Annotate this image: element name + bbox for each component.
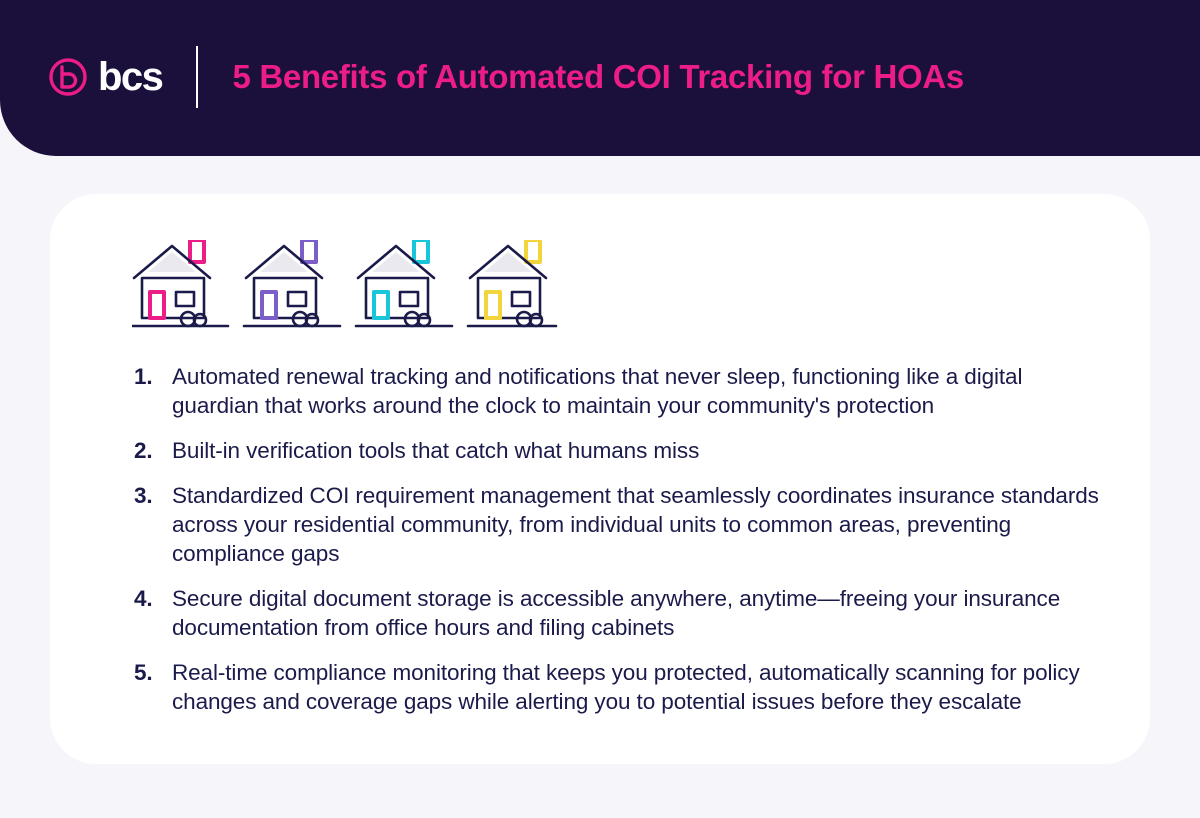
list-item xyxy=(86,658,1100,716)
list-item-number: 5. xyxy=(134,660,153,685)
header-bar xyxy=(0,0,1200,156)
list-item-number: 3. xyxy=(134,483,153,508)
list-item xyxy=(86,584,1100,642)
list-item-text: Automated renewal tracking and notifications that never sleep, functioning like a digital guardian that works around the clock to maintain your community's protection xyxy=(172,364,1023,418)
list-item-number: 4. xyxy=(134,586,153,611)
list-item xyxy=(86,436,1100,465)
list-item-number: 2. xyxy=(134,438,153,463)
list-item-text: Secure digital document storage is accessible anywhere, anytime—freeing your insurance documentation from office hours and filing cabinets xyxy=(172,586,1061,640)
list-item-number: 1. xyxy=(134,364,153,389)
content-card xyxy=(50,194,1150,764)
page-title: 5 Benefits of Automated COI Tracking for HOAs xyxy=(232,58,964,95)
benefits-list xyxy=(86,362,1100,716)
list-item xyxy=(86,362,1100,420)
list-item-text: Built-in verification tools that catch what humans miss xyxy=(172,438,700,463)
list-item xyxy=(86,481,1100,568)
row-of-four-houses-illustration xyxy=(132,240,1100,336)
brand-logo xyxy=(48,46,162,108)
list-item-text: Standardized COI requirement management that seamlessly coordinates insurance standards across your residential community, from individual units to common areas, preventing compliance gaps xyxy=(172,483,1099,566)
header-divider xyxy=(196,46,198,108)
list-item-text: Real-time compliance monitoring that keeps you protected, automatically scanning for policy changes and coverage gaps while alerting you to potential issues before they escalate xyxy=(172,660,1080,714)
bcs-circle-b-logo-icon xyxy=(48,57,88,97)
brand-logo-text: bcs xyxy=(98,55,163,99)
